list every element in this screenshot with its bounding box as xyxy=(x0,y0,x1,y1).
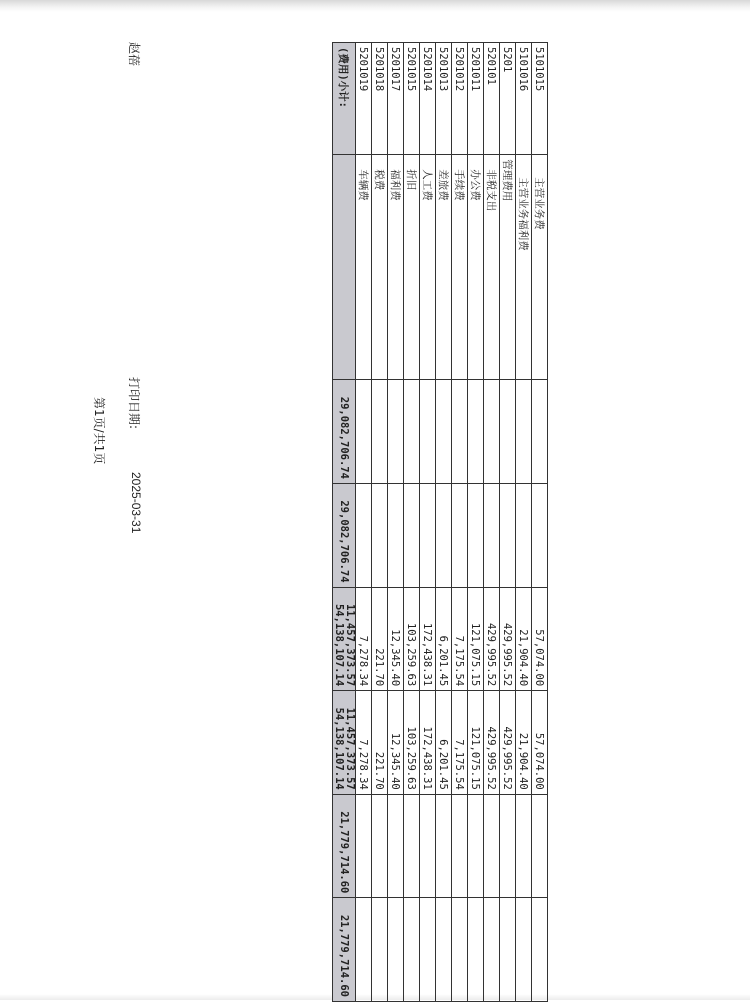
subtotal-c3-line2: 54,138,107.14 xyxy=(333,603,345,687)
amount-cell-c5 xyxy=(452,794,468,898)
account-name xyxy=(436,155,452,380)
account-code: 520101 xyxy=(484,43,500,155)
amount-cell-c2 xyxy=(420,483,436,587)
amount-cell-c4: 6,201.45 xyxy=(436,691,452,795)
amount-cell-c2 xyxy=(452,483,468,587)
account-code: 5201017 xyxy=(388,43,404,155)
account-code: 5201011 xyxy=(468,43,484,155)
amount-cell-c6 xyxy=(452,898,468,1002)
account-code: 5201012 xyxy=(452,43,468,155)
amount-cell-c6 xyxy=(484,898,500,1002)
amount-cell-c3: 12,345.40 xyxy=(388,587,404,691)
amount-cell-c6 xyxy=(516,898,532,1002)
amount-cell-c5 xyxy=(468,794,484,898)
amount-cell-c6 xyxy=(420,898,436,1002)
amount-cell-c1 xyxy=(436,380,452,484)
scan-top-edge xyxy=(0,0,750,12)
amount-cell-c6 xyxy=(468,898,484,1002)
amount-cell-c2 xyxy=(500,483,516,587)
amount-cell-c6 xyxy=(436,898,452,1002)
amount-cell-c1 xyxy=(356,380,372,484)
account-code: 5201 xyxy=(500,43,516,155)
amount-cell-c1 xyxy=(468,380,484,484)
amount-cell-c3: 7,278.34 xyxy=(356,587,372,691)
amount-cell-c2 xyxy=(532,483,548,587)
amount-cell-c3: 121,075.15 xyxy=(468,587,484,691)
ledger-rows xyxy=(333,43,548,1002)
amount-cell-c5 xyxy=(420,794,436,898)
table-row xyxy=(372,43,388,1002)
amount-cell-c4: 21,904.40 xyxy=(516,691,532,795)
amount-cell-c2 xyxy=(356,483,372,587)
amount-cell-c3: 7,175.54 xyxy=(452,587,468,691)
subtotal-c2: 29,082,706.74 xyxy=(333,483,356,587)
print-date-value: 2025-03-31 xyxy=(129,472,143,534)
account-code: 5201019 xyxy=(356,43,372,155)
account-code: 5101016 xyxy=(516,43,532,155)
amount-cell-c6 xyxy=(388,898,404,1002)
amount-cell-c5 xyxy=(356,794,372,898)
amount-cell-c4: 7,175.54 xyxy=(452,691,468,795)
subtotal-name-blank xyxy=(333,155,356,380)
account-name-text: 主营业务福利费 xyxy=(517,177,529,251)
account-code: 5201014 xyxy=(420,43,436,155)
amount-cell-c6 xyxy=(356,898,372,1002)
amount-cell-c6 xyxy=(532,898,548,1002)
account-name-text: 车辆费 xyxy=(357,169,369,201)
subtotal-c5: 21,779,714.60 xyxy=(333,794,356,898)
amount-cell-c5 xyxy=(388,794,404,898)
account-name xyxy=(404,155,420,380)
amount-cell-c2 xyxy=(484,483,500,587)
maker-name: 赵蓓 xyxy=(127,42,141,67)
amount-cell-c1 xyxy=(516,380,532,484)
amount-cell-c1 xyxy=(532,380,548,484)
account-name xyxy=(484,155,500,380)
rotated-ledger-sheet xyxy=(78,42,548,1002)
account-name xyxy=(356,155,372,380)
amount-cell-c2 xyxy=(436,483,452,587)
amount-cell-c4: 172,438.31 xyxy=(420,691,436,795)
account-name xyxy=(516,155,532,380)
amount-cell-c3: 429,995.52 xyxy=(500,587,516,691)
account-name xyxy=(500,155,516,380)
subtotal-row xyxy=(333,43,356,1002)
amount-cell-c5 xyxy=(372,794,388,898)
account-code: 5201015 xyxy=(404,43,420,155)
amount-cell-c2 xyxy=(388,483,404,587)
account-name-text: 手续费 xyxy=(453,169,465,201)
account-code: 5101015 xyxy=(532,43,548,155)
account-name-text: 税费 xyxy=(373,169,385,191)
account-name-text: 人工费 xyxy=(421,169,433,201)
amount-cell-c3: 221.70 xyxy=(372,587,388,691)
subtotal-label: (费用)小计: xyxy=(333,43,356,155)
amount-cell-c5 xyxy=(516,794,532,898)
amount-cell-c2 xyxy=(468,483,484,587)
amount-cell-c2 xyxy=(404,483,420,587)
subtotal-c4 xyxy=(333,691,356,795)
account-name-text: 管理费用 xyxy=(501,159,513,202)
amount-cell-c4: 429,995.52 xyxy=(500,691,516,795)
account-name-text: 非税支出 xyxy=(485,169,497,212)
amount-cell-c4: 221.70 xyxy=(372,691,388,795)
amount-cell-c4: 12,345.40 xyxy=(388,691,404,795)
account-name-text: 主营业务费 xyxy=(533,177,545,230)
amount-cell-c1 xyxy=(500,380,516,484)
table-row xyxy=(500,43,516,1002)
subtotal-c3 xyxy=(333,587,356,691)
amount-cell-c1 xyxy=(484,380,500,484)
amount-cell-c5 xyxy=(500,794,516,898)
subtotal-c4-line2: 54,138,107.14 xyxy=(333,707,345,790)
account-name-text: 折旧 xyxy=(405,169,417,191)
subtotal-c1: 29,082,706.74 xyxy=(333,380,356,484)
amount-cell-c1 xyxy=(372,380,388,484)
account-name xyxy=(388,155,404,380)
table-row xyxy=(420,43,436,1002)
amount-cell-c1 xyxy=(388,380,404,484)
account-name-text: 福利费 xyxy=(389,169,401,201)
amount-cell-c5 xyxy=(404,794,420,898)
account-name xyxy=(532,155,548,380)
table-row xyxy=(436,43,452,1002)
amount-cell-c4: 103,259.63 xyxy=(404,691,420,795)
table-row xyxy=(484,43,500,1002)
amount-cell-c3: 21,904.40 xyxy=(516,587,532,691)
account-name xyxy=(372,155,388,380)
amount-cell-c4: 429,995.52 xyxy=(484,691,500,795)
amount-cell-c3: 429,995.52 xyxy=(484,587,500,691)
amount-cell-c3: 172,438.31 xyxy=(420,587,436,691)
subtotal-c4-line1: 11,457,373.57 xyxy=(344,707,356,790)
table-row xyxy=(532,43,548,1002)
amount-cell-c4: 57,074.00 xyxy=(532,691,548,795)
page-indicator: 第1页/共1页 xyxy=(92,397,106,465)
amount-cell-c5 xyxy=(436,794,452,898)
account-name-text: 办公费 xyxy=(469,169,481,201)
amount-cell-c5 xyxy=(484,794,500,898)
amount-cell-c5 xyxy=(532,794,548,898)
amount-cell-c6 xyxy=(404,898,420,1002)
account-ledger-table xyxy=(332,42,548,1002)
amount-cell-c3: 6,201.45 xyxy=(436,587,452,691)
account-code: 5201018 xyxy=(372,43,388,155)
amount-cell-c2 xyxy=(516,483,532,587)
amount-cell-c6 xyxy=(500,898,516,1002)
table-row xyxy=(516,43,532,1002)
account-code: 5201013 xyxy=(436,43,452,155)
table-row xyxy=(388,43,404,1002)
amount-cell-c3: 57,074.00 xyxy=(532,587,548,691)
table-row xyxy=(356,43,372,1002)
account-name-text: 差旅费 xyxy=(437,169,449,201)
print-date-label: 打印日期: xyxy=(127,377,141,430)
amount-cell-c3: 103,259.63 xyxy=(404,587,420,691)
account-name xyxy=(452,155,468,380)
account-name xyxy=(420,155,436,380)
amount-cell-c4: 7,278.34 xyxy=(356,691,372,795)
account-name xyxy=(468,155,484,380)
amount-cell-c6 xyxy=(372,898,388,1002)
table-row xyxy=(404,43,420,1002)
subtotal-c6: 21,779,714.60 xyxy=(333,898,356,1002)
amount-cell-c4: 121,075.15 xyxy=(468,691,484,795)
table-row xyxy=(468,43,484,1002)
amount-cell-c1 xyxy=(452,380,468,484)
amount-cell-c1 xyxy=(404,380,420,484)
amount-cell-c1 xyxy=(420,380,436,484)
table-row xyxy=(452,43,468,1002)
subtotal-c3-line1: 11,457,373.57 xyxy=(344,603,356,687)
amount-cell-c2 xyxy=(372,483,388,587)
